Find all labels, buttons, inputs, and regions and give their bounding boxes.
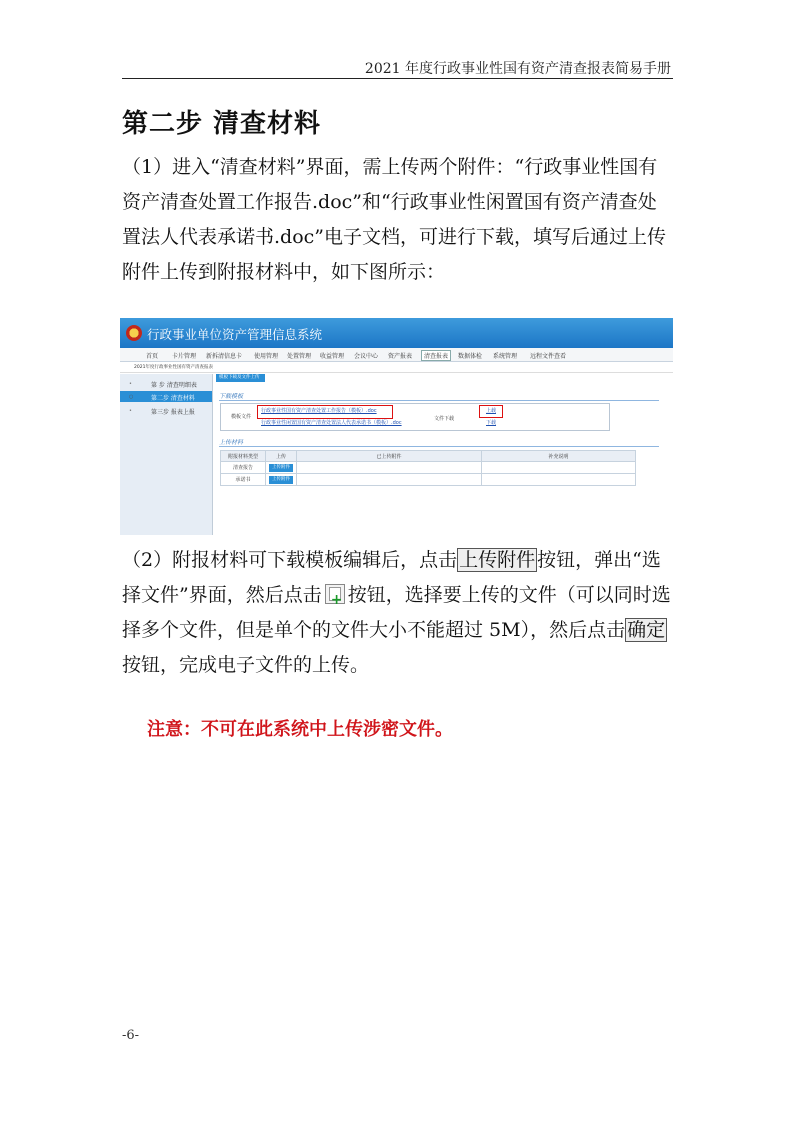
- tab-report[interactable]: 2021年度行政事业性国有资产清查报表: [134, 365, 213, 370]
- circle-icon: ○: [129, 394, 134, 400]
- warning-note: 注意：不可在此系统中上传涉密文件。: [147, 719, 453, 740]
- header-rule: [122, 78, 673, 79]
- template-file-link[interactable]: 行政事业性闲置国有资产清查处置法人代表承诺书（模板）.doc: [261, 420, 402, 426]
- embedded-screenshot: [120, 318, 673, 535]
- table-row: [221, 462, 636, 474]
- bullet-icon: •: [129, 381, 132, 387]
- upload-section-title: 上传材料: [219, 439, 244, 446]
- step-item-2[interactable]: [120, 391, 212, 402]
- step-label: 第三步 报表上报: [151, 409, 195, 416]
- step-item-1[interactable]: [120, 378, 212, 389]
- content-pane: [216, 374, 673, 535]
- nav-item[interactable]: 系统管理: [493, 353, 518, 360]
- section-rule: [219, 446, 659, 447]
- step-sidebar: [120, 374, 213, 535]
- running-header: 2021 年度行政事业性国有资产清查报表简易手册: [364, 61, 671, 77]
- nav-item-active[interactable]: 清查报表: [421, 350, 451, 361]
- uploaded-cell: [297, 462, 482, 474]
- nav-item[interactable]: 处置管理: [287, 353, 312, 360]
- nav-item[interactable]: 会议中心: [354, 353, 379, 360]
- template-file-link[interactable]: 行政事业性国有资产清查处置工作报告（模板）.doc: [261, 408, 377, 414]
- template-label: 模板文件: [231, 414, 252, 420]
- main-nav: [120, 348, 673, 362]
- remark-cell: [482, 474, 636, 486]
- download-link[interactable]: 下载: [486, 420, 497, 426]
- nav-item[interactable]: 收益管理: [320, 353, 345, 360]
- paragraph-2-text: 按钮，弹出“选择文件”界面，然后点击: [122, 549, 661, 606]
- uploaded-cell: [297, 474, 482, 486]
- step-item-3[interactable]: [120, 405, 212, 416]
- step-label: 第 步 清查明细表: [151, 382, 197, 389]
- add-file-icon: [325, 584, 345, 604]
- column-header: 上传: [266, 451, 297, 462]
- upload-button[interactable]: 上传附件: [269, 476, 293, 484]
- bullet-icon: •: [129, 408, 132, 414]
- app-title-bar: [120, 318, 673, 348]
- remark-cell: [482, 462, 636, 474]
- upload-table: [220, 450, 636, 486]
- paragraph-1: （1）进入“清查材料”界面，需上传两个附件：“行政事业性国有资产清查处置工作报告.doc”和“行政事业性闲置国有资产清查处置法人代表承诺书.doc”电子文档，可进行下载，填写后通过上传附件上传到附报材料中，如下图所示：: [122, 156, 666, 283]
- upload-cell: [266, 474, 297, 486]
- nav-item[interactable]: 数据体检: [458, 353, 483, 360]
- subtab-template[interactable]: 模板下载及文件上传: [216, 374, 265, 382]
- section-title: 第二步 清查材料: [122, 109, 322, 139]
- download-section-title: 下载模板: [219, 393, 244, 400]
- paragraph-2-text: 按钮，完成电子文件的上传。: [122, 654, 370, 676]
- nav-item[interactable]: 首页: [146, 353, 159, 360]
- material-type: 清查报告: [221, 462, 266, 474]
- paragraph-2: [122, 543, 674, 683]
- upload-attachment-button-ref: 上传附件: [459, 549, 536, 571]
- column-header: 补充说明: [482, 451, 636, 462]
- nav-item[interactable]: 新拆清信息卡: [206, 353, 243, 360]
- table-row: [221, 474, 636, 486]
- column-header: 已上传附件: [297, 451, 482, 462]
- paragraph-2-text: （2）附报材料可下载模板编辑后，点击: [122, 549, 458, 571]
- table-header-row: [221, 451, 636, 462]
- step-label: 第二步 清查材料: [151, 395, 195, 402]
- material-type: 承诺书: [221, 474, 266, 486]
- nav-item[interactable]: 资产报表: [388, 353, 413, 360]
- download-link[interactable]: 上载: [486, 408, 497, 414]
- upload-button[interactable]: 上传附件: [269, 464, 293, 472]
- emblem-icon: [126, 325, 142, 341]
- confirm-button-ref: 确定: [627, 619, 666, 641]
- file-download-label: 文件下载: [434, 416, 455, 422]
- nav-item[interactable]: 卡片管理: [172, 353, 197, 360]
- app-title: 行政事业单位资产管理信息系统: [147, 327, 323, 342]
- paragraph-2-text: 按钮，选择要上传的文件（可以同时选择多个文件，但是单个的文件大小不能超过 5M），然后点击: [122, 584, 671, 641]
- section-rule: [219, 400, 659, 401]
- tab-row: [120, 362, 673, 373]
- nav-item[interactable]: 使用管理: [254, 353, 279, 360]
- download-box: [220, 403, 610, 431]
- nav-item[interactable]: 远程文件查看: [530, 353, 567, 360]
- column-header: 附报材料类型: [221, 451, 266, 462]
- page-number: -6-: [122, 1028, 140, 1043]
- upload-cell: [266, 462, 297, 474]
